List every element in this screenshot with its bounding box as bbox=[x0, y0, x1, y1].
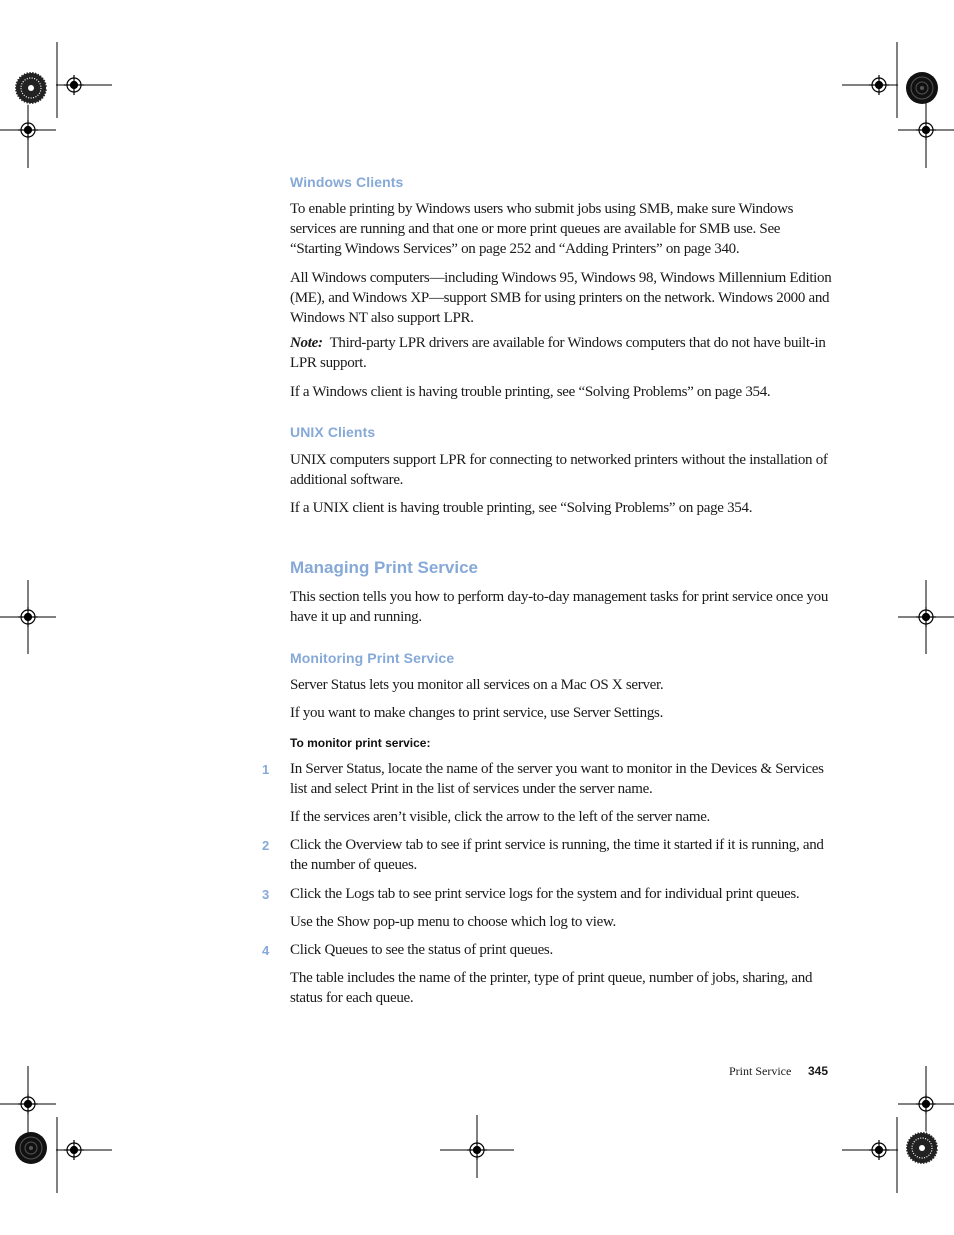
section-heading-windows-clients: Windows Clients bbox=[290, 174, 404, 190]
unix-paragraph-1: UNIX computers support LPR for connecting to networked printers without the installation of additional software. bbox=[290, 452, 828, 488]
step-text: Click Queues to see the status of print queues. bbox=[290, 942, 553, 958]
step-subtext: The table includes the name of the printer, type of print queue, number of jobs, sharing, and status for each queue. bbox=[290, 970, 813, 1006]
step-subtext: If the services aren’t visible, click the arrow to the left of the server name. bbox=[290, 809, 711, 825]
note-label: Note: bbox=[290, 335, 323, 351]
running-footer-chapter: Print Service bbox=[729, 1064, 792, 1078]
procedure-title: To monitor print service: bbox=[290, 736, 431, 750]
step-number: 4 bbox=[262, 943, 270, 958]
windows-paragraph-3: If a Windows client is having trouble printing, see “Solving Problems” on page 354. bbox=[290, 384, 771, 400]
step-number: 1 bbox=[262, 762, 270, 777]
windows-paragraph-2: All Windows computers—including Windows 95, Windows 98, Windows Millennium Edition (ME), and Windows XP—support SMB for using printers on the network. Windows 2000 and Windows NT also support LPR. bbox=[290, 270, 832, 326]
windows-paragraph-1: To enable printing by Windows users who submit jobs using SMB, make sure Windows services are running and that one or more print queues are available for SMB use. See “Starting Windows Services” on page 252 and “Adding Printers” on page 340. bbox=[290, 201, 794, 257]
monitoring-paragraph-1: Server Status lets you monitor all services on a Mac OS X server. bbox=[290, 677, 664, 693]
section-heading-unix-clients: UNIX Clients bbox=[290, 424, 376, 440]
step-number: 3 bbox=[262, 887, 270, 902]
section-heading-monitoring-print-service: Monitoring Print Service bbox=[290, 650, 455, 666]
step-text: In Server Status, locate the name of the server you want to monitor in the Devices & Services list and select Print in the list of services under the server name. bbox=[290, 761, 824, 797]
step-text: Click the Overview tab to see if print service is running, the time it started if it is running, and the number of queues. bbox=[290, 837, 824, 873]
managing-paragraph-1: This section tells you how to perform day-to-day management tasks for print service once you have it up and running. bbox=[290, 589, 829, 625]
unix-paragraph-2: If a UNIX client is having trouble printing, see “Solving Problems” on page 354. bbox=[290, 500, 753, 516]
section-heading-managing-print-service: Managing Print Service bbox=[290, 558, 478, 577]
step-number: 2 bbox=[262, 838, 270, 853]
monitoring-paragraph-2: If you want to make changes to print service, use Server Settings. bbox=[290, 705, 664, 721]
step-subtext: Use the Show pop-up menu to choose which log to view. bbox=[290, 914, 616, 930]
note-text: Third-party LPR drivers are available for Windows computers that do not have built-in LPR support. bbox=[290, 335, 826, 371]
step-text: Click the Logs tab to see print service logs for the system and for individual print queues. bbox=[290, 886, 800, 902]
windows-note bbox=[290, 333, 835, 373]
page-number: 345 bbox=[808, 1064, 829, 1078]
